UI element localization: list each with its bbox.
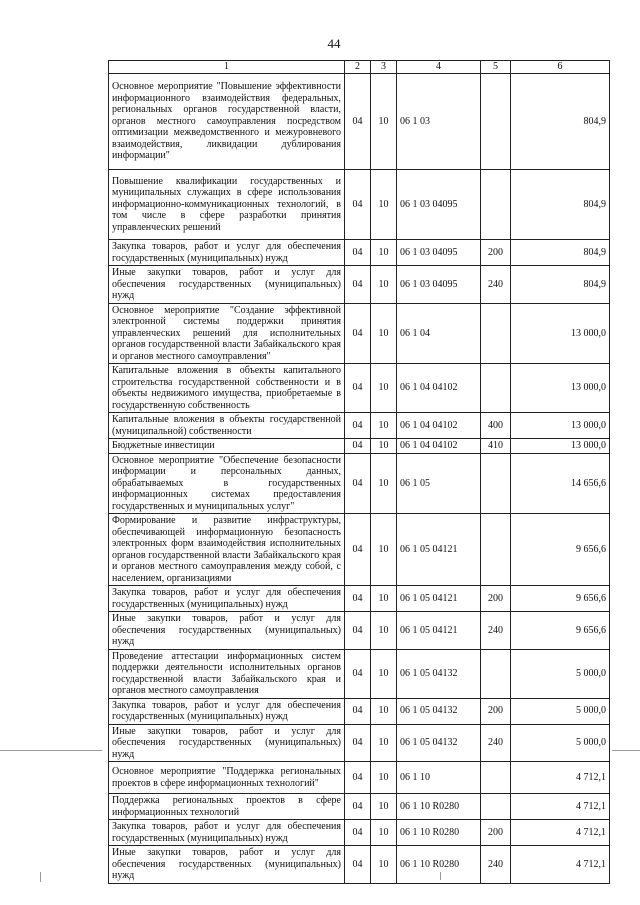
subsection-code-cell: 10 xyxy=(371,846,397,884)
row-name-cell: Капитальные вложения в объекты капитального строительства государственной собственности и в объекты недвижимого имущества, приобретаемые в государственную собственность xyxy=(109,364,345,413)
table-row xyxy=(109,846,610,884)
scan-tick-bottom-center xyxy=(440,872,441,880)
subsection-code-cell: 10 xyxy=(371,698,397,724)
table-row xyxy=(109,698,610,724)
subsection-code-cell: 10 xyxy=(371,170,397,240)
subsection-code-cell: 10 xyxy=(371,240,397,266)
subsection-code-cell: 10 xyxy=(371,413,397,439)
row-name-cell: Закупка товаров, работ и услуг для обеспечения государственных (муниципальных) нужд xyxy=(109,698,345,724)
target-article-cell: 06 1 05 04121 xyxy=(397,612,481,650)
amount-cell: 804,9 xyxy=(511,170,610,240)
table-row xyxy=(109,612,610,650)
target-article-cell: 06 1 05 04132 xyxy=(397,698,481,724)
table-row xyxy=(109,453,610,514)
table-row xyxy=(109,649,610,698)
section-code-cell: 04 xyxy=(345,762,371,794)
row-name-cell: Повышение квалификации государственных и муниципальных служащих в сфере использования информационно-коммуникационных технологий, в том числе в сфере разработки принятия управленческих решений xyxy=(109,170,345,240)
row-name-cell: Основное мероприятие "Обеспечение безопасности информации и персональных данных, обрабатываемых в государственных информационных системах предоставления государственных и муниципальных услуг" xyxy=(109,453,345,514)
scan-line-left xyxy=(0,750,102,751)
section-code-cell: 04 xyxy=(345,266,371,304)
subsection-code-cell: 10 xyxy=(371,762,397,794)
row-name-cell: Основное мероприятие "Создание эффективной электронной системы поддержки принятия управленческих решений для исполнительных органов государственной власти Забайкальского края и органов местного самоуправления" xyxy=(109,303,345,364)
amount-cell: 13 000,0 xyxy=(511,413,610,439)
target-article-cell: 06 1 05 xyxy=(397,453,481,514)
row-name-cell: Поддержка региональных проектов в сфере информационных технологий xyxy=(109,794,345,820)
target-article-cell: 06 1 04 04102 xyxy=(397,439,481,454)
column-header: 1 xyxy=(109,61,345,74)
expense-type-cell xyxy=(481,453,511,514)
table-row xyxy=(109,762,610,794)
expense-type-cell xyxy=(481,170,511,240)
table-row xyxy=(109,170,610,240)
table-row xyxy=(109,820,610,846)
target-article-cell: 06 1 03 xyxy=(397,74,481,170)
row-name-cell: Формирование и развитие инфраструктуры, обеспечивающей информационную безопасность электронных форм взаимодействия исполнительных органов государственной власти Забайкальского края и органов местного самоуправления между собой, с населением, организациями xyxy=(109,514,345,586)
table-row xyxy=(109,303,610,364)
subsection-code-cell: 10 xyxy=(371,612,397,650)
amount-cell: 804,9 xyxy=(511,266,610,304)
budget-table xyxy=(108,60,610,884)
amount-cell: 4 712,1 xyxy=(511,820,610,846)
row-name-cell: Основное мероприятие "Поддержка региональных проектов в сфере информационных технологий" xyxy=(109,762,345,794)
subsection-code-cell: 10 xyxy=(371,820,397,846)
amount-cell: 5 000,0 xyxy=(511,649,610,698)
row-name-cell: Бюджетные инвестиции xyxy=(109,439,345,454)
row-name-cell: Иные закупки товаров, работ и услуг для обеспечения государственных (муниципальных) нужд xyxy=(109,612,345,650)
expense-type-cell xyxy=(481,649,511,698)
column-header: 5 xyxy=(481,61,511,74)
section-code-cell: 04 xyxy=(345,439,371,454)
row-name-cell: Капитальные вложения в объекты государственной (муниципальной) собственности xyxy=(109,413,345,439)
expense-type-cell: 200 xyxy=(481,240,511,266)
amount-cell: 4 712,1 xyxy=(511,846,610,884)
row-name-cell: Иные закупки товаров, работ и услуг для обеспечения государственных (муниципальных) нужд xyxy=(109,846,345,884)
expense-type-cell: 240 xyxy=(481,846,511,884)
section-code-cell: 04 xyxy=(345,413,371,439)
row-name-cell: Основное мероприятие "Повышение эффективности информационного взаимодействия федеральных, региональных органов государственной власти, органов местного самоуправления посредством оптимизации межведомственного и межуровневого взаимодействия, ликвидации дублирования информации" xyxy=(109,74,345,170)
section-code-cell: 04 xyxy=(345,724,371,762)
amount-cell: 4 712,1 xyxy=(511,762,610,794)
subsection-code-cell: 10 xyxy=(371,74,397,170)
table-row xyxy=(109,794,610,820)
subsection-code-cell: 10 xyxy=(371,724,397,762)
amount-cell: 9 656,6 xyxy=(511,514,610,586)
target-article-cell: 06 1 10 R0280 xyxy=(397,820,481,846)
target-article-cell: 06 1 05 04132 xyxy=(397,724,481,762)
target-article-cell: 06 1 10 R0280 xyxy=(397,846,481,884)
section-code-cell: 04 xyxy=(345,303,371,364)
target-article-cell: 06 1 04 04102 xyxy=(397,364,481,413)
row-name-cell: Иные закупки товаров, работ и услуг для обеспечения государственных (муниципальных) нужд xyxy=(109,724,345,762)
section-code-cell: 04 xyxy=(345,453,371,514)
expense-type-cell: 240 xyxy=(481,612,511,650)
row-name-cell: Закупка товаров, работ и услуг для обеспечения государственных (муниципальных) нужд xyxy=(109,240,345,266)
expense-type-cell: 200 xyxy=(481,586,511,612)
subsection-code-cell: 10 xyxy=(371,453,397,514)
table-row xyxy=(109,240,610,266)
section-code-cell: 04 xyxy=(345,170,371,240)
section-code-cell: 04 xyxy=(345,698,371,724)
target-article-cell: 06 1 04 04102 xyxy=(397,413,481,439)
table-body xyxy=(109,74,610,884)
section-code-cell: 04 xyxy=(345,846,371,884)
table-row xyxy=(109,413,610,439)
subsection-code-cell: 10 xyxy=(371,266,397,304)
amount-cell: 13 000,0 xyxy=(511,439,610,454)
target-article-cell: 06 1 04 xyxy=(397,303,481,364)
subsection-code-cell: 10 xyxy=(371,649,397,698)
amount-cell: 13 000,0 xyxy=(511,364,610,413)
expense-type-cell xyxy=(481,514,511,586)
expense-type-cell: 240 xyxy=(481,266,511,304)
target-article-cell: 06 1 05 04121 xyxy=(397,514,481,586)
expense-type-cell: 240 xyxy=(481,724,511,762)
expense-type-cell: 200 xyxy=(481,698,511,724)
row-name-cell: Закупка товаров, работ и услуг для обеспечения государственных (муниципальных) нужд xyxy=(109,586,345,612)
section-code-cell: 04 xyxy=(345,820,371,846)
column-header: 3 xyxy=(371,61,397,74)
expense-type-cell: 400 xyxy=(481,413,511,439)
amount-cell: 13 000,0 xyxy=(511,303,610,364)
scan-line-right xyxy=(612,750,640,751)
table-row xyxy=(109,266,610,304)
expense-type-cell xyxy=(481,74,511,170)
table-row xyxy=(109,74,610,170)
target-article-cell: 06 1 10 xyxy=(397,762,481,794)
target-article-cell: 06 1 03 04095 xyxy=(397,170,481,240)
amount-cell: 804,9 xyxy=(511,74,610,170)
amount-cell: 9 656,6 xyxy=(511,586,610,612)
section-code-cell: 04 xyxy=(345,649,371,698)
target-article-cell: 06 1 05 04132 xyxy=(397,649,481,698)
scan-tick-bottom-left xyxy=(40,872,41,882)
subsection-code-cell: 10 xyxy=(371,586,397,612)
expense-type-cell xyxy=(481,303,511,364)
expense-type-cell xyxy=(481,794,511,820)
row-name-cell: Закупка товаров, работ и услуг для обеспечения государственных (муниципальных) нужд xyxy=(109,820,345,846)
amount-cell: 9 656,6 xyxy=(511,612,610,650)
target-article-cell: 06 1 10 R0280 xyxy=(397,794,481,820)
table-row xyxy=(109,724,610,762)
amount-cell: 5 000,0 xyxy=(511,724,610,762)
amount-cell: 5 000,0 xyxy=(511,698,610,724)
table-row xyxy=(109,586,610,612)
table-row xyxy=(109,364,610,413)
column-header: 6 xyxy=(511,61,610,74)
target-article-cell: 06 1 05 04121 xyxy=(397,586,481,612)
subsection-code-cell: 10 xyxy=(371,514,397,586)
expense-type-cell: 200 xyxy=(481,820,511,846)
row-name-cell: Иные закупки товаров, работ и услуг для обеспечения государственных (муниципальных) нужд xyxy=(109,266,345,304)
section-code-cell: 04 xyxy=(345,364,371,413)
section-code-cell: 04 xyxy=(345,74,371,170)
expense-type-cell xyxy=(481,364,511,413)
target-article-cell: 06 1 03 04095 xyxy=(397,266,481,304)
subsection-code-cell: 10 xyxy=(371,303,397,364)
table-header-row xyxy=(109,61,610,74)
section-code-cell: 04 xyxy=(345,586,371,612)
amount-cell: 14 656,6 xyxy=(511,453,610,514)
section-code-cell: 04 xyxy=(345,240,371,266)
table-row xyxy=(109,439,610,454)
table-row xyxy=(109,514,610,586)
amount-cell: 804,9 xyxy=(511,240,610,266)
column-header: 2 xyxy=(345,61,371,74)
column-header: 4 xyxy=(397,61,481,74)
page-number: 44 xyxy=(327,36,341,51)
row-name-cell: Проведение аттестации информационных систем поддержки деятельности исполнительных органов государственной власти Забайкальского края и органов местного самоуправления xyxy=(109,649,345,698)
expense-type-cell: 410 xyxy=(481,439,511,454)
subsection-code-cell: 10 xyxy=(371,794,397,820)
section-code-cell: 04 xyxy=(345,612,371,650)
section-code-cell: 04 xyxy=(345,794,371,820)
subsection-code-cell: 10 xyxy=(371,439,397,454)
amount-cell: 4 712,1 xyxy=(511,794,610,820)
expense-type-cell xyxy=(481,762,511,794)
subsection-code-cell: 10 xyxy=(371,364,397,413)
target-article-cell: 06 1 03 04095 xyxy=(397,240,481,266)
section-code-cell: 04 xyxy=(345,514,371,586)
